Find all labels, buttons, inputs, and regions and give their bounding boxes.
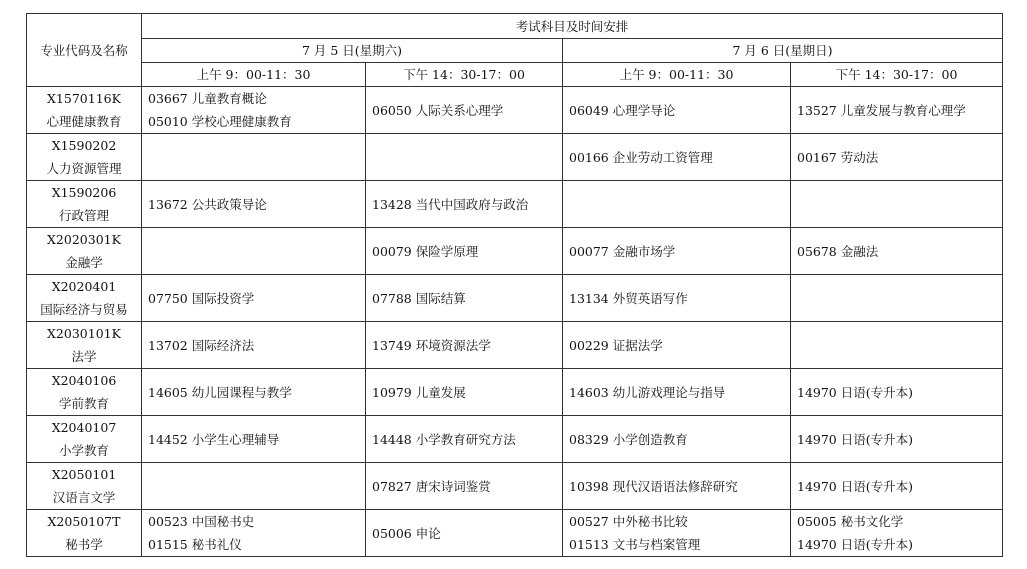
day-header-1: 7 月 5 日(星期六) [142, 39, 563, 63]
exam-subject: 08329 小学创造教育 [569, 431, 688, 447]
exam-slot-cell [563, 369, 791, 416]
program-code: X1590206 [51, 185, 117, 200]
program-name: 行政管理 [58, 208, 109, 223]
program-code: X2050101 [51, 467, 117, 482]
exam-slot-cell [791, 322, 1003, 369]
exam-subject: 00523 中国秘书史 [148, 514, 255, 529]
exam-subject: 00167 劳动法 [797, 149, 879, 165]
exam-slot-cell [791, 416, 1003, 463]
exam-subject: 14448 小学教育研究方法 [372, 431, 516, 447]
exam-slot-cell [366, 87, 563, 134]
exam-slot-cell [366, 463, 563, 510]
program-code: X2040107 [51, 420, 117, 435]
exam-slot-cell [563, 510, 791, 557]
program-cell [27, 275, 142, 322]
program-name: 法学 [71, 349, 97, 364]
exam-subject: 03667 儿童教育概论 [148, 91, 267, 106]
exam-slot-cell [366, 134, 563, 181]
slot-header-day2-pm: 下午 14：30-17：00 [791, 63, 1003, 87]
exam-slot-cell [791, 228, 1003, 275]
exam-slot-cell [142, 463, 366, 510]
program-cell [27, 322, 142, 369]
exam-slot-cell [563, 322, 791, 369]
exam-slot-cell [791, 510, 1003, 557]
table-row [27, 228, 1003, 275]
header-row-title [27, 14, 1003, 39]
exam-subject: 05010 学校心理健康教育 [148, 114, 292, 129]
exam-subject: 14970 日语(专升本) [797, 478, 913, 494]
program-name: 小学教育 [58, 443, 109, 458]
table-row [27, 322, 1003, 369]
exam-schedule-title: 考试科目及时间安排 [142, 14, 1003, 39]
exam-subject: 00079 保险学原理 [372, 243, 479, 259]
exam-subject: 13702 国际经济法 [148, 337, 255, 353]
exam-slot-cell [791, 463, 1003, 510]
program-code: X2030101K [47, 326, 121, 341]
exam-subject: 00166 企业劳动工资管理 [569, 149, 713, 165]
exam-subject: 14603 幼儿游戏理论与指导 [569, 384, 726, 400]
exam-slot-cell [142, 87, 366, 134]
program-code: X2020301K [47, 232, 121, 247]
exam-subject: 01515 秘书礼仪 [148, 537, 242, 552]
exam-slot-cell [563, 87, 791, 134]
program-cell [27, 228, 142, 275]
exam-subject: 01513 文书与档案管理 [569, 537, 701, 552]
program-name: 金融学 [65, 255, 103, 270]
program-code: X2040106 [51, 373, 117, 388]
schedule-body [27, 87, 1003, 557]
exam-slot-cell [366, 510, 563, 557]
program-code: X2050107T [47, 514, 121, 529]
exam-subject: 00229 证据法学 [569, 337, 663, 353]
exam-subject: 13672 公共政策导论 [148, 196, 267, 212]
exam-slot-cell [142, 134, 366, 181]
exam-subject: 10979 儿童发展 [372, 384, 466, 400]
exam-subject: 06050 人际关系心理学 [372, 102, 504, 118]
exam-slot-cell [366, 228, 563, 275]
exam-subject: 05006 申论 [372, 525, 441, 541]
exam-slot-cell [791, 275, 1003, 322]
exam-slot-cell [366, 416, 563, 463]
exam-slot-cell [142, 369, 366, 416]
header-row-slots [27, 63, 1003, 87]
exam-slot-cell [563, 134, 791, 181]
program-name: 秘书学 [65, 537, 103, 552]
exam-subject: 14970 日语(专升本) [797, 431, 913, 447]
exam-slot-cell [563, 228, 791, 275]
exam-subject: 13428 当代中国政府与政治 [372, 196, 529, 212]
exam-subject: 14970 日语(专升本) [797, 537, 913, 552]
slot-header-day1-pm: 下午 14：30-17：00 [366, 63, 563, 87]
exam-slot-cell [366, 369, 563, 416]
exam-slot-cell [563, 463, 791, 510]
header-row-days [27, 39, 1003, 63]
exam-subject: 00527 中外秘书比较 [569, 514, 688, 529]
table-row [27, 134, 1003, 181]
slot-header-day1-am: 上午 9：00-11：30 [142, 63, 366, 87]
exam-slot-cell [791, 134, 1003, 181]
table-row [27, 510, 1003, 557]
exam-subject: 10398 现代汉语语法修辞研究 [569, 478, 738, 494]
day-header-2: 7 月 6 日(星期日) [563, 39, 1003, 63]
exam-slot-cell [142, 228, 366, 275]
program-cell [27, 510, 142, 557]
exam-slot-cell [791, 369, 1003, 416]
exam-subject: 14605 幼儿园课程与教学 [148, 384, 292, 400]
exam-slot-cell [142, 510, 366, 557]
table-row [27, 181, 1003, 228]
program-cell [27, 369, 142, 416]
exam-slot-cell [142, 181, 366, 228]
exam-slot-cell [563, 275, 791, 322]
exam-subject: 14452 小学生心理辅导 [148, 431, 280, 447]
exam-subject: 05678 金融法 [797, 243, 879, 259]
exam-slot-cell [366, 322, 563, 369]
exam-subject: 13134 外贸英语写作 [569, 290, 688, 306]
program-cell [27, 134, 142, 181]
table-row [27, 275, 1003, 322]
exam-slot-cell [142, 322, 366, 369]
exam-slot-cell [366, 275, 563, 322]
exam-subject: 13749 环境资源法学 [372, 337, 491, 353]
program-code: X1570116K [47, 91, 121, 106]
table-row [27, 416, 1003, 463]
program-cell [27, 181, 142, 228]
exam-subject: 07788 国际结算 [372, 290, 466, 306]
exam-slot-cell [366, 181, 563, 228]
program-name: 汉语言文学 [52, 490, 116, 505]
program-name: 人力资源管理 [46, 161, 122, 176]
exam-subject: 06049 心理学导论 [569, 102, 676, 118]
exam-subject: 07827 唐宋诗词鉴赏 [372, 478, 491, 494]
program-cell [27, 416, 142, 463]
program-column-header: 专业代码及名称 [27, 14, 142, 87]
exam-slot-cell [791, 181, 1003, 228]
exam-slot-cell [563, 416, 791, 463]
program-cell [27, 463, 142, 510]
program-code: X2020401 [51, 279, 117, 294]
exam-subject: 07750 国际投资学 [148, 290, 255, 306]
program-cell [27, 87, 142, 134]
table-row [27, 463, 1003, 510]
exam-slot-cell [142, 416, 366, 463]
exam-subject: 14970 日语(专升本) [797, 384, 913, 400]
program-name: 国际经济与贸易 [40, 302, 128, 317]
exam-slot-cell [142, 275, 366, 322]
exam-slot-cell [791, 87, 1003, 134]
program-name: 学前教育 [58, 396, 109, 411]
exam-subject: 13527 儿童发展与教育心理学 [797, 102, 966, 118]
exam-schedule-table [26, 13, 1003, 557]
program-name: 心理健康教育 [46, 114, 122, 129]
table-row [27, 87, 1003, 134]
exam-subject: 05005 秘书文化学 [797, 514, 904, 529]
exam-slot-cell [563, 181, 791, 228]
exam-subject: 00077 金融市场学 [569, 243, 676, 259]
table-row [27, 369, 1003, 416]
program-code: X1590202 [51, 138, 117, 153]
slot-header-day2-am: 上午 9：00-11：30 [563, 63, 791, 87]
